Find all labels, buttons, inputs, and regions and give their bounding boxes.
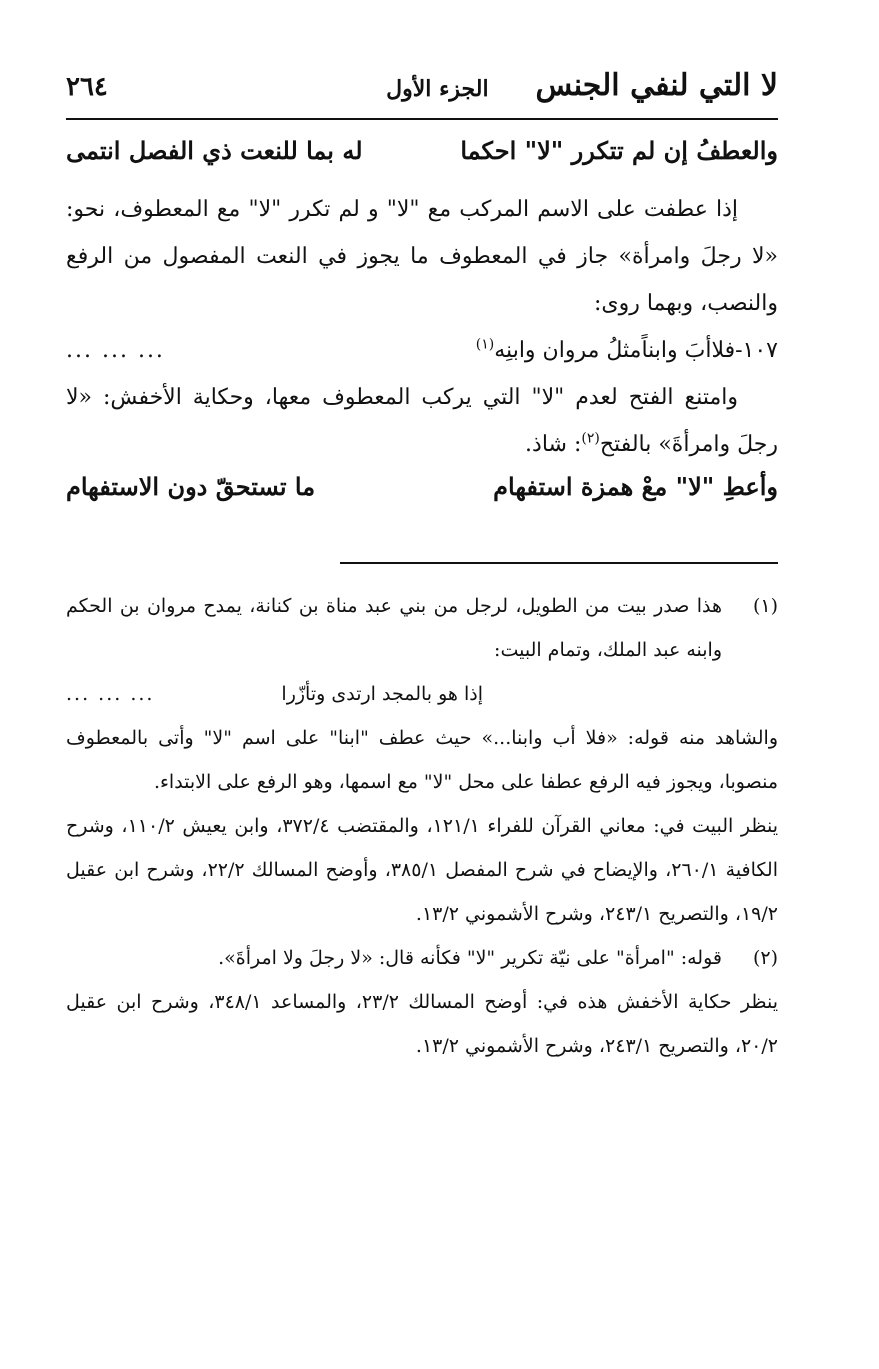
footnote-number: (٢) [752,947,778,969]
footnote-2-refs [66,980,778,1068]
chapter-title: لا التي لنفي الجنس [535,68,778,103]
commentary-text-end: : شاذ. [525,432,582,457]
verse-hemistich-left: ما تستحقّ دون الاستفهام [66,472,316,501]
verse-hemistich-left: له بما للنعت ذي الفصل انتمى [66,136,363,165]
poem-citation-text [476,327,778,374]
footnote-1-shahid [66,716,778,804]
verse-hemistich-right: وأعطِ "لا" معْ همزة استفهام [493,472,778,501]
footnote-text: هذا صدر بيت من الطويل، لرجل من بني عبد مناة بن كنانة، يمدح مروان بن الحكم وابنه عبد الملك، وتمام البيت: [66,595,722,661]
alfiyya-verse-1 [66,136,778,186]
footnote-shahid-text: والشاهد منه قوله: «فلا أب وابنا...» حيث عطف "ابنا" على اسم "لا" وأتى بالمعطوف منصوبا، ويجوز فيه الرفع عطفا على محل "لا" مع اسمها، وهو الرفع على الابتداء. [66,727,778,793]
footnote-ref-1: (١) [475,336,495,353]
footnote-references: ينظر حكاية الأخفش هذه في: أوضح المسالك ٢٣/٢، والمساعد ٣٤٨/١، وشرح ابن عقيل ٢٠/٢، والتصريح ٢٤٣/١، وشرح الأشموني ١٣/٢. [66,991,778,1057]
book-page [66,60,778,1320]
footnotes [66,584,778,1068]
commentary-paragraph [66,374,778,468]
poem-citation-hemistich: ١٠٧-فلاأبَ وابناًمثلُ مروان وابنِه [494,338,778,363]
footnote-text: قوله: "امرأة" على نيّة تكرير "لا" فكأنه قال: «لا رجلَ ولا امرأةَ». [218,947,722,969]
volume-label: الجزء الأول [386,76,489,102]
footnote-2 [66,936,778,980]
poem-citation [66,327,778,374]
poem-citation-dots: ... ... ... [66,338,165,363]
commentary-paragraph: إذا عطفت على الاسم المركب مع "لا" و لم تكرر "لا" مع المعطوف، نحو: «لا رجلَ وامرأة» جاز في المعطوف ما يجوز في النعت المفصول من الرفع والنصب، وبهما روى: [66,197,778,316]
footnote-1 [66,584,778,672]
commentary [66,186,778,468]
footnote-verse-dots: ... ... ... [66,683,155,705]
footnote-number: (١) [752,595,778,617]
page-header [66,60,778,120]
footnote-references: ينظر البيت في: معاني القرآن للفراء ١٢١/١، والمقتضب ٣٧٢/٤، وابن يعيش ١١٠/٢، وشرح الكافية ٢٦٠/١، والإيضاح في شرح المفصل ٣٨٥/١، وأوضح المسالك ٢٢/٢، وشرح ابن عقيل ١٩/٢، والتصريح ٢٤٣/١، وشرح الأشموني ١٣/٢. [66,815,779,925]
footnote-1-refs [66,804,778,936]
commentary-text: وامتنع الفتح لعدم "لا" التي يركب المعطوف معها، وحكاية الأخفش: «لا رجلَ وامرأةَ» بالفتح [66,385,778,457]
footnote-verse [66,672,778,716]
page-number: ٢٦٤ [66,72,108,102]
footnote-verse-hemistich: إذا هو بالمجد ارتدى وتأزّرا [281,683,483,705]
footnote-separator [340,562,778,564]
footnote-ref-2: (٢) [581,430,600,447]
alfiyya-verse-2 [66,472,778,522]
verse-hemistich-right: والعطفُ إن لم تتكرر "لا" احكما [460,136,778,165]
